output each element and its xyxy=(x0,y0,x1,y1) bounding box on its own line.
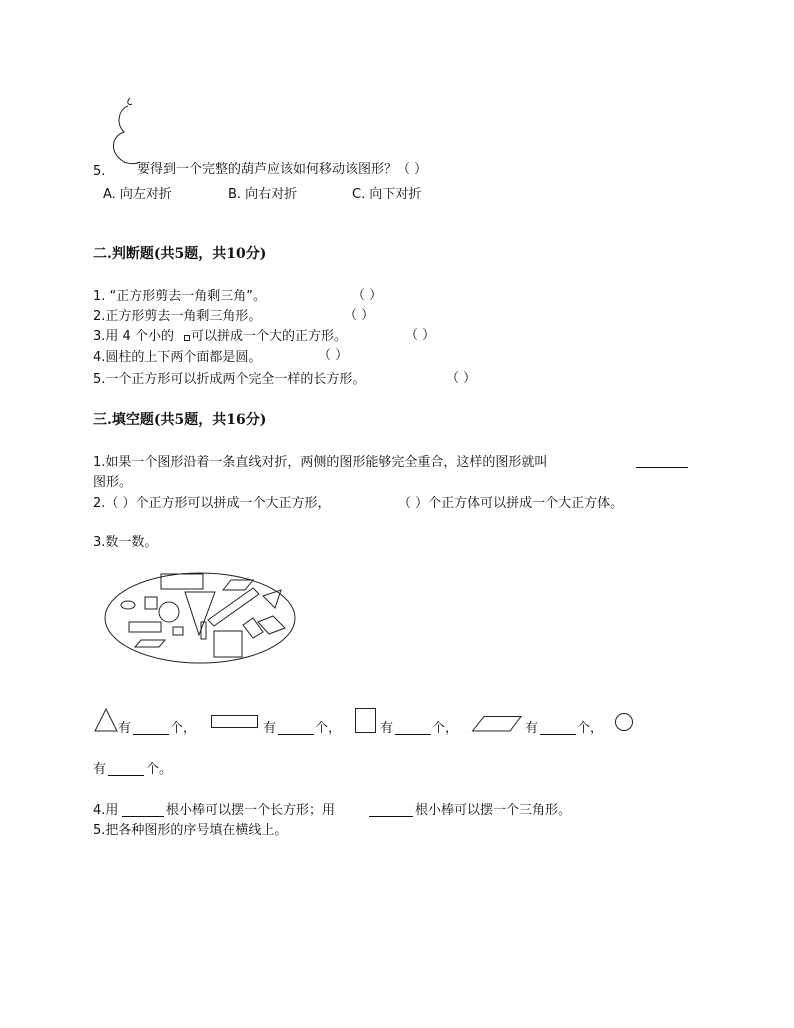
count-ge-parallelogram: 个， xyxy=(577,721,604,736)
circle-icon xyxy=(614,712,634,732)
ellipse-small-oval xyxy=(121,601,135,609)
section2-heading: 二.判断题(共5题，共10分) xyxy=(93,246,267,262)
count-blank-rectangle[interactable] xyxy=(278,722,314,735)
count-ge-rectangle: 个， xyxy=(315,721,342,736)
ellipse-thin-bar xyxy=(201,622,206,639)
judge-item-4: 4.圆柱的上下两个面都是圆。 xyxy=(93,350,262,365)
fill-q4-part-b: 根小棒可以摆一个长方形；用 xyxy=(166,803,336,818)
parallelogram-icon xyxy=(472,716,522,732)
count-you-square: 有 xyxy=(380,721,394,736)
ellipse-rect-top xyxy=(161,574,203,589)
q5-question: 要得到一个完整的葫芦应该如何移动该图形？（ ） xyxy=(137,162,428,177)
count-you-parallelogram: 有 xyxy=(525,721,539,736)
count-blank-circle[interactable] xyxy=(108,763,144,776)
judge-bracket-2[interactable]: （ ） xyxy=(344,308,375,323)
count-blank-triangle[interactable] xyxy=(133,722,169,735)
judge-item-2: 2.正方形剪去一角剩三角形。 xyxy=(93,309,262,324)
ellipse-square-large xyxy=(214,631,242,657)
rectangle-icon xyxy=(211,715,259,729)
small-square-icon xyxy=(184,335,191,342)
fill-q1-blank[interactable] xyxy=(636,455,688,468)
shapes-ellipse-figure xyxy=(103,570,303,670)
fill-q3-label: 3.数一数。 xyxy=(93,535,158,550)
fill-q2-part-a: 2.（ ）个正方形可以拼成一个大正方形， xyxy=(93,496,331,511)
fill-q4-blank-1[interactable] xyxy=(122,804,164,817)
ellipse-parallelogram-top xyxy=(223,580,253,590)
ellipse-square-small xyxy=(145,597,157,609)
judge-bracket-3[interactable]: （ ） xyxy=(405,328,436,343)
judge-item-3: 3.用 4 个小的 xyxy=(93,329,174,344)
judge-bracket-5[interactable]: （ ） xyxy=(446,371,477,386)
fill-q4-blank-2[interactable] xyxy=(369,804,413,817)
judge-bracket-4[interactable]: （ ） xyxy=(318,348,349,363)
judge-item-3-tail: 可以拼成一个大的正方形。 xyxy=(191,329,348,344)
judge-item-1: 1. “正方形剪去一角剩三角”。 xyxy=(93,289,267,304)
count-you-triangle: 有 xyxy=(118,721,132,736)
count-you-circle: 有 xyxy=(93,762,107,777)
count-you-rectangle: 有 xyxy=(263,721,277,736)
ellipse-parallelogram-small xyxy=(135,640,165,647)
count-blank-parallelogram[interactable] xyxy=(540,722,576,735)
count-ge-square: 个， xyxy=(432,721,459,736)
ellipse-long-strip xyxy=(208,588,259,626)
ellipse-circle xyxy=(159,602,179,622)
ellipse-rect-tiny xyxy=(173,627,183,635)
count-ge-circle: 个。 xyxy=(146,762,173,777)
q5-option-c[interactable]: C. 向下对折 xyxy=(352,187,422,202)
count-ge-triangle: 个， xyxy=(170,721,197,736)
ellipse-triangle-large xyxy=(185,592,215,635)
fill-q1-line1: 1.如果一个图形沿着一条直线对折，两侧的图形能够完全重合，这样的图形就叫 xyxy=(93,455,548,470)
fill-q5-label: 5.把各种图形的序号填在横线上。 xyxy=(93,823,288,838)
fill-q4-part-a: 4.用 xyxy=(93,803,119,818)
count-blank-square[interactable] xyxy=(395,722,431,735)
fill-q1-line2: 图形。 xyxy=(93,475,133,490)
section3-heading: 三.填空题(共5题，共16分) xyxy=(93,412,267,428)
fill-q4-part-c: 根小棒可以摆一个三角形。 xyxy=(415,803,572,818)
ellipse-rect-mid xyxy=(129,622,161,632)
q5-option-b[interactable]: B. 向右对折 xyxy=(228,187,298,202)
q5-option-a[interactable]: A. 向左对折 xyxy=(103,187,172,202)
triangle-icon xyxy=(94,708,118,732)
fill-q2-part-b: （ ）个正方体可以拼成一个大正方体。 xyxy=(398,496,624,511)
square-icon xyxy=(355,708,377,734)
gourd-half-figure xyxy=(108,96,148,166)
judge-bracket-1[interactable]: （ ） xyxy=(352,288,383,303)
q5-number: 5. xyxy=(93,164,106,179)
judge-item-5: 5.一个正方形可以折成两个完全一样的长方形。 xyxy=(93,372,366,387)
